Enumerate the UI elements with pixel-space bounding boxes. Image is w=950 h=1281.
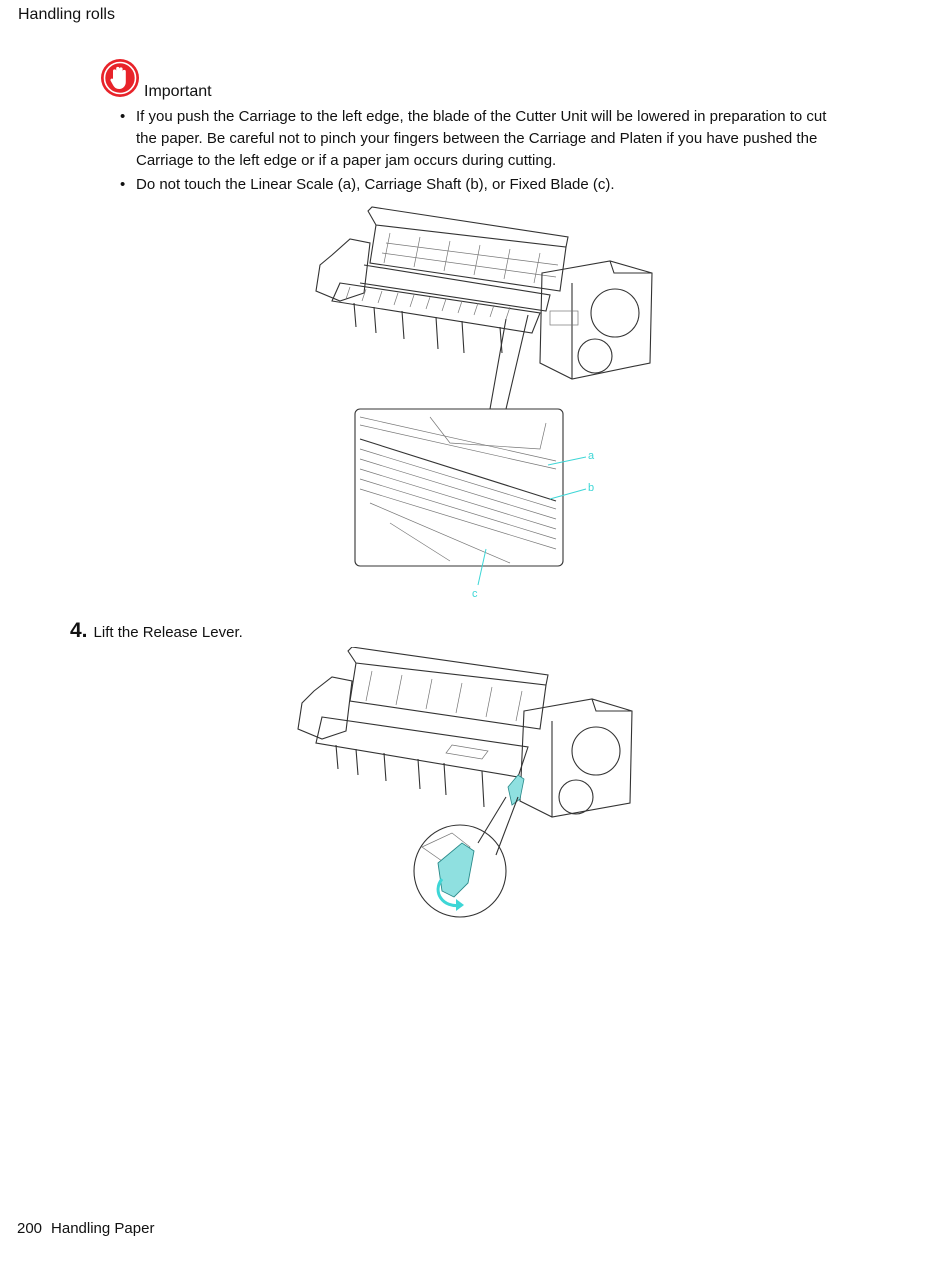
callout-label-b: b bbox=[588, 482, 595, 494]
callout-label-a: a bbox=[588, 450, 595, 462]
page-footer bbox=[17, 1220, 154, 1237]
printer-illustration-release-lever bbox=[292, 647, 637, 922]
callout-label-c: c bbox=[472, 588, 478, 600]
step-4 bbox=[70, 619, 243, 643]
list-item: • If you push the Carriage to the left edge, the blade of the Cutter Unit will be lowered in preparation to cut the paper. Be careful not to pinch your fingers between the Carriage and Platen if you have pushed the Carriage to the left edge or if a paper jam occurs during cutting. bbox=[120, 106, 830, 172]
step-text: Lift the Release Lever. bbox=[93, 624, 243, 641]
important-title: Important bbox=[144, 83, 212, 100]
important-bullet-list bbox=[120, 106, 830, 198]
stop-hand-icon bbox=[100, 58, 140, 98]
page-number: 200 bbox=[17, 1220, 43, 1237]
printer-illustration-carriage-area bbox=[310, 203, 660, 603]
page-header: Handling rolls bbox=[18, 6, 115, 23]
list-item: • Do not touch the Linear Scale (a), Carriage Shaft (b), or Fixed Blade (c). bbox=[120, 174, 830, 196]
footer-section: Handling Paper bbox=[51, 1220, 155, 1237]
step-number: 4. bbox=[70, 619, 88, 642]
